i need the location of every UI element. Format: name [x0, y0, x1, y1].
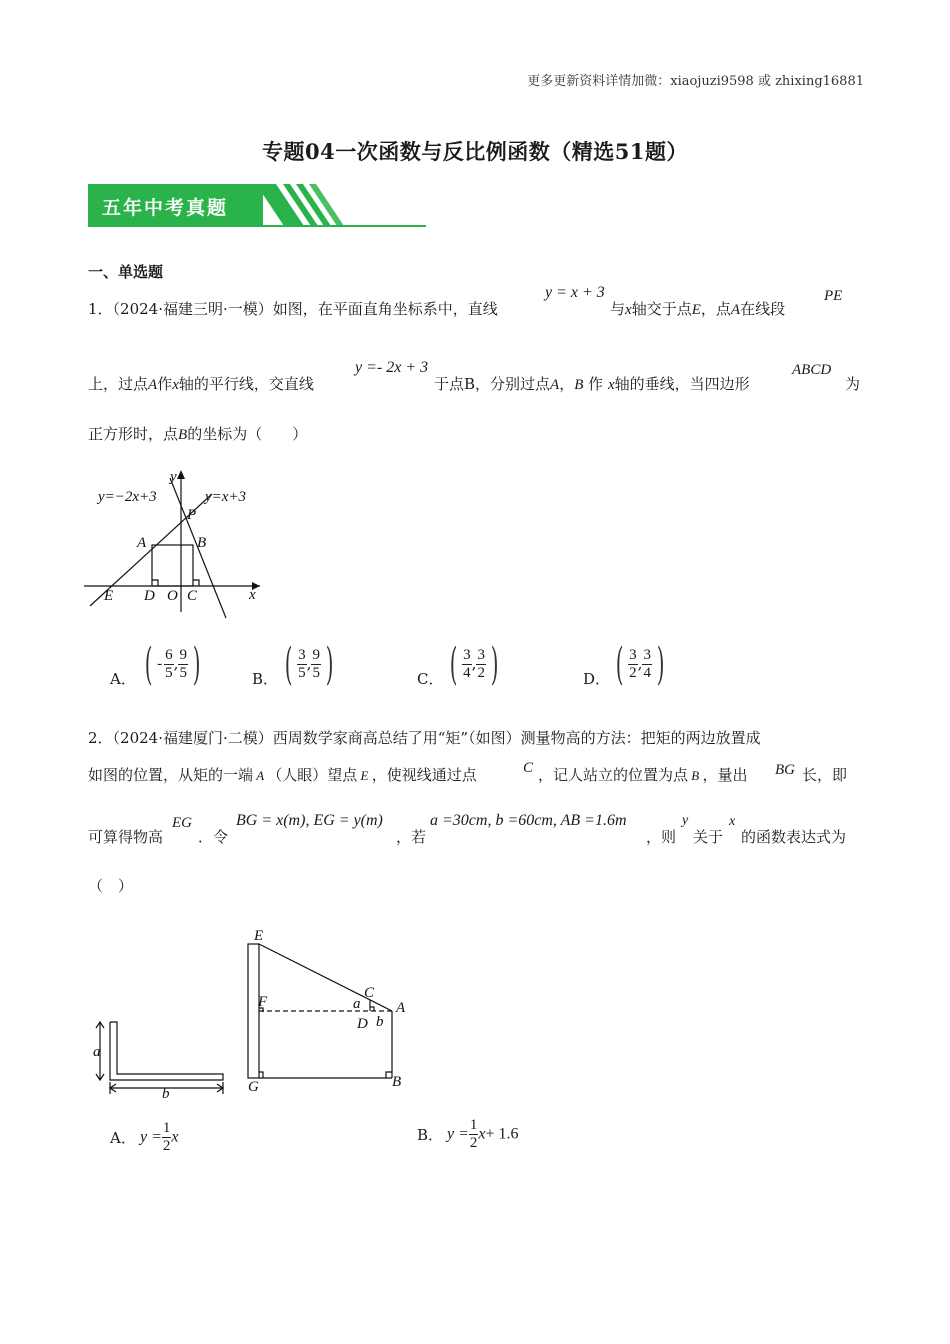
frac-den: 4	[463, 665, 471, 681]
label-e: E	[254, 928, 264, 944]
option-sign: -	[157, 656, 163, 672]
q2-number: 2．	[88, 729, 113, 747]
q1-figure	[84, 462, 274, 622]
q2-line2-end: 长，即	[802, 766, 848, 784]
paren-left: (	[144, 638, 153, 690]
option-lhs: y =	[447, 1125, 469, 1143]
frac-den: 5	[298, 665, 306, 681]
frac-den: 4	[643, 665, 651, 681]
page-title: 专题04一次函数与反比例函数（精选51题）	[262, 139, 688, 164]
q1-text: 的坐标为（ ）	[187, 425, 308, 443]
option-label: B．	[252, 670, 279, 688]
q2-text: ，记人站立的位置为点	[538, 766, 689, 784]
label-d: D	[144, 588, 155, 604]
q2-equation-1: BG = x(m), EG = y(m)	[236, 812, 383, 829]
frac-den: 2	[477, 665, 485, 681]
right-angle-c	[193, 580, 199, 586]
q1-option-b[interactable]: B． ( $\frac{3}{5}$ , $\frac{9}{5}$ )	[252, 638, 334, 690]
q2-line3	[88, 827, 163, 847]
q2-line3-d: ，则	[646, 828, 677, 846]
q1-equation-2: y =- 2x + 3	[355, 359, 429, 376]
q1-text: 轴交于点	[631, 300, 692, 318]
q2-equation-2: a =30cm, b =60cm, AB =1.6m	[430, 812, 627, 829]
q1-quadrilateral: ABCD	[792, 362, 832, 378]
label-x-axis: x	[249, 587, 256, 603]
q2-line3-f: 的函数表达式为	[741, 828, 847, 846]
q1-text: 轴的平行线，交直线	[178, 375, 314, 393]
option-label: B．	[417, 1126, 444, 1144]
q1-text: 与	[610, 300, 626, 318]
q1-option-a[interactable]: A． ( - $\frac{6}{5}$ , $\frac{9}{5}$ )	[110, 638, 201, 690]
section-banner	[88, 184, 426, 228]
q1-var: A	[730, 302, 741, 318]
q1-line3	[88, 424, 307, 445]
banner-underline	[88, 225, 426, 227]
paren-right: )	[192, 638, 201, 690]
q2-text: 如图的位置，从矩的一端	[88, 766, 254, 784]
q2-line2	[88, 765, 477, 786]
header-note: 更多更新资料详情加微：xiaojuzi9598 或 zhixing16881	[527, 74, 864, 89]
paren-left: (	[449, 638, 458, 690]
q2-text: 可算得物高	[88, 828, 164, 846]
q2-figure-scene	[240, 924, 420, 1094]
q1-text: ，点	[700, 300, 731, 318]
q1-equation-1: y = x + 3	[545, 284, 605, 301]
label-b: b	[162, 1086, 170, 1100]
q2-var-bg: BG	[775, 762, 795, 778]
label-e: E	[104, 588, 114, 604]
label-c: C	[187, 588, 198, 604]
label-g: G	[248, 1079, 259, 1094]
q1-text: 正方形时，点	[88, 425, 179, 443]
q2-text: 西周数学家商高总结了用“矩”（如图）测量物高的方法：把矩的两边放置成	[272, 729, 761, 747]
banner-stripes	[256, 184, 396, 226]
q1-line1	[88, 299, 498, 319]
q2-line1	[88, 728, 761, 748]
q1-var: B	[574, 377, 584, 393]
frac-num: 9	[179, 647, 187, 663]
q1-var: A	[550, 377, 560, 393]
q2-var-eg: EG	[172, 815, 192, 831]
q2-option-b[interactable]	[417, 1117, 519, 1152]
q1-var: x	[172, 377, 179, 393]
banner-label: 五年中考真题	[102, 197, 229, 219]
q1-text: 作	[157, 375, 173, 393]
q2-source: （2024·福建厦门·二模）	[112, 729, 273, 747]
object-eg	[248, 944, 259, 1078]
label-a: A	[396, 1000, 406, 1016]
option-var: x	[478, 1125, 486, 1143]
q1-line1-cont	[610, 299, 785, 320]
q1-line2	[88, 374, 314, 395]
q1-text: 上，过点	[88, 375, 149, 393]
l-square-outline	[110, 1022, 223, 1080]
frac-num: 3	[629, 647, 637, 663]
q1-text: 轴的垂线，当四边形	[614, 375, 750, 393]
label-b: B	[392, 1074, 402, 1090]
q1-option-c[interactable]: C． ( $\frac{3}{4}$ , $\frac{3}{2}$ )	[417, 638, 499, 690]
label-b-dim: b	[376, 1014, 384, 1030]
frac-num: 6	[165, 647, 173, 663]
label-o: O	[167, 588, 178, 604]
q1-text: 在线段	[740, 300, 786, 318]
label-y-axis: y	[170, 469, 177, 485]
option-lhs: y =	[140, 1128, 162, 1146]
q2-var-y: y	[682, 813, 689, 828]
q2-var: B	[688, 768, 703, 783]
frac-num: 3	[643, 647, 651, 663]
q2-option-a[interactable]	[110, 1120, 179, 1155]
q2-var: E	[357, 768, 372, 783]
frac-num: 3	[477, 647, 485, 663]
q2-line3-c: ，若	[396, 828, 427, 846]
paren-right: )	[490, 638, 499, 690]
q2-line4: （ ）	[88, 877, 134, 895]
label-a: A	[137, 535, 147, 551]
frac-den: 5	[165, 665, 173, 681]
q2-line3-e: 关于	[693, 828, 724, 846]
q1-source: （2024·福建三明·一模）	[112, 300, 273, 318]
q2-var-c: C	[523, 760, 534, 776]
q2-text: （人眼）望点	[267, 766, 358, 784]
label-alpha: a	[353, 996, 361, 1012]
q2-text: ，使视线通过点	[371, 766, 477, 784]
section-heading: 一、单选题	[88, 263, 164, 281]
q1-var: x	[625, 302, 632, 318]
option-label: C．	[417, 670, 444, 688]
option-var: x	[171, 1128, 179, 1146]
paren-right: )	[656, 638, 665, 690]
q2-line3-b: ．令	[198, 828, 229, 846]
q1-line2-end: 为	[845, 375, 861, 393]
frac-num: 1	[162, 1120, 171, 1136]
option-label: A．	[110, 1129, 136, 1147]
option-label: D．	[583, 670, 611, 688]
frac-num: 9	[312, 647, 320, 663]
label-p: P	[187, 507, 197, 523]
q1-segment: PE	[824, 288, 843, 304]
q2-var: A	[253, 768, 268, 783]
label-c: C	[364, 985, 375, 1001]
frac-den: 2	[629, 665, 637, 681]
right-angle-d	[152, 580, 158, 586]
q1-line2-cont: 于点B，分别过点A，B 作 x轴的垂线，当四边形	[434, 375, 750, 393]
q2-text: ，量出	[702, 766, 748, 784]
frac-den: 5	[312, 665, 320, 681]
q2-figure-square-tool	[90, 1010, 230, 1100]
label-b: B	[197, 535, 207, 551]
q1-option-d[interactable]: D． ( $\frac{3}{2}$ , $\frac{3}{4}$ )	[583, 638, 665, 690]
q1-number: 1．	[88, 300, 113, 318]
q1-var: A	[148, 377, 158, 393]
frac-num: 3	[463, 647, 471, 663]
label-d: D	[357, 1016, 368, 1032]
frac-num: 1	[469, 1117, 478, 1133]
label-a: a	[93, 1044, 101, 1060]
q2-line2-cont	[538, 765, 747, 786]
label-line-1: y=−2x+3	[98, 489, 157, 505]
paren-left: (	[284, 638, 293, 690]
q1-var: E	[691, 302, 701, 318]
q1-text: 于点B，分别过点	[434, 375, 551, 393]
frac-num: 3	[298, 647, 306, 663]
frac-den: 2	[469, 1135, 478, 1151]
label-f: F	[258, 994, 268, 1010]
q2-var-x: x	[729, 814, 736, 829]
frac-den: 2	[162, 1138, 171, 1154]
option-tail: + 1.6	[485, 1125, 519, 1143]
paren-right: )	[325, 638, 334, 690]
label-line-2: y=x+3	[205, 489, 247, 505]
frac-den: 5	[179, 665, 187, 681]
q1-var: x	[607, 377, 615, 393]
paren-left: (	[615, 638, 624, 690]
option-label: A．	[110, 670, 136, 688]
q1-text: 如图，在平面直角坐标系中，直线	[272, 300, 498, 318]
q1-var: B	[178, 427, 188, 443]
